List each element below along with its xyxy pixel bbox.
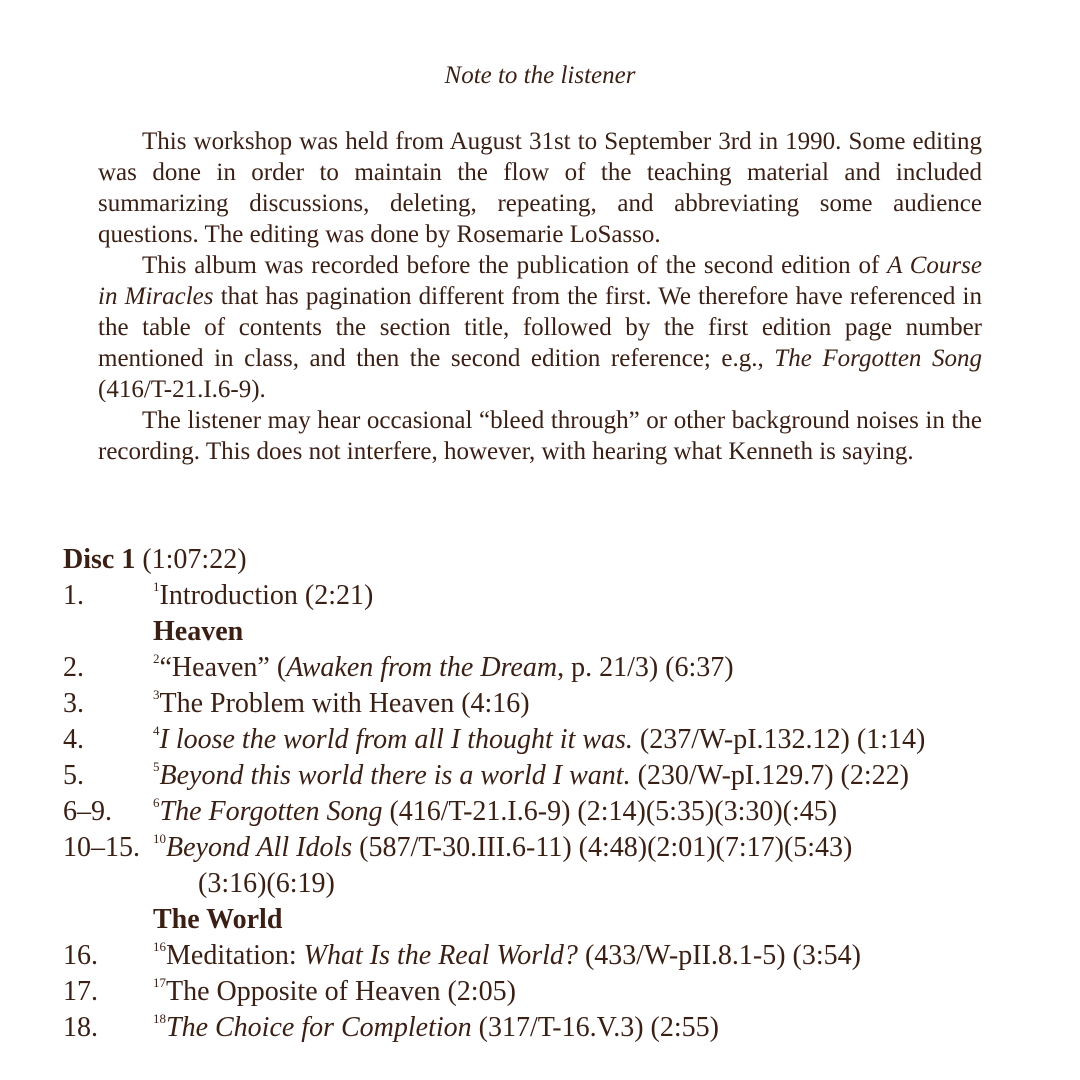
table-of-contents bbox=[63, 542, 1073, 1046]
track-title bbox=[153, 650, 734, 686]
note-paragraph-3: The listener may hear occasional “bleed through” or other background noises in the recording. This does not interfere, however, with hearing what Kenneth is saying. bbox=[98, 407, 982, 465]
track-text: Meditation: bbox=[166, 940, 304, 971]
note-title: Note to the listener bbox=[444, 62, 636, 89]
track-superscript: 3 bbox=[153, 687, 160, 702]
track-text: (416/T-21.I.6-9) (2:14)(5:35)(3:30)(:45) bbox=[382, 796, 838, 827]
track-text: (433/W-pII.8.1-5) (3:54) bbox=[577, 940, 861, 971]
track-italic: Awaken from the Dream bbox=[286, 652, 558, 683]
section-heading-heaven: Heaven bbox=[153, 616, 244, 647]
track-title bbox=[153, 794, 837, 830]
track-title bbox=[153, 578, 373, 614]
track-number: 5. bbox=[63, 760, 84, 791]
track-row bbox=[63, 974, 1073, 1010]
track-number: 16. bbox=[63, 940, 98, 971]
track-number: 6–9. bbox=[63, 796, 112, 827]
track-number: 4. bbox=[63, 724, 84, 755]
track-text: (587/T-30.III.6-11) (4:48)(2:01)(7:17)(5:43) bbox=[352, 832, 853, 863]
track-italic: The Forgotten Song bbox=[159, 796, 383, 827]
track-number: 1. bbox=[63, 580, 84, 611]
track-row bbox=[63, 578, 1073, 614]
track-superscript: 4 bbox=[153, 723, 160, 738]
note-paragraph-1: This workshop was held from August 31st to September 3rd in 1990. Some editing was done in order to maintain the flow of the teaching material and included summarizing discussions, deleting, repeating, and abbreviating some audience questions. The editing was done by Rosemarie LoSasso. bbox=[98, 128, 982, 248]
example-title: The Forgotten Song bbox=[774, 345, 982, 372]
track-number: 10–15. bbox=[63, 832, 140, 863]
note-p2-text: (416/T-21.I.6-9). bbox=[98, 376, 266, 403]
track-text: , p. 21/3) (6:37) bbox=[557, 652, 734, 683]
track-row bbox=[63, 686, 1073, 722]
track-text: The Opposite of Heaven (2:05) bbox=[166, 976, 516, 1007]
note-p2-text: This album was recorded before the publication of the second edition of bbox=[142, 252, 888, 279]
track-text: Introduction (2:21) bbox=[159, 580, 374, 611]
track-title bbox=[153, 974, 516, 1010]
track-text: (317/T-16.V.3) (2:55) bbox=[471, 1012, 719, 1043]
track-row bbox=[63, 938, 1073, 974]
track-title bbox=[153, 830, 852, 866]
track-title bbox=[153, 758, 909, 794]
track-continuation: (3:16)(6:19) bbox=[198, 868, 335, 899]
track-italic: The Choice for Completion bbox=[166, 1012, 472, 1043]
track-text: (237/W-pI.132.12) (1:14) bbox=[632, 724, 926, 755]
track-superscript: 6 bbox=[153, 795, 160, 810]
disc-heading bbox=[63, 542, 1073, 578]
track-row bbox=[63, 650, 1073, 686]
track-title bbox=[153, 722, 925, 758]
disc-duration: (1:07:22) bbox=[135, 544, 247, 575]
track-title bbox=[153, 686, 530, 722]
disc-label: Disc 1 bbox=[63, 544, 136, 575]
track-superscript: 2 bbox=[153, 651, 160, 666]
track-superscript: 1 bbox=[153, 579, 160, 594]
track-text: The Problem with Heaven (4:16) bbox=[159, 688, 530, 719]
track-number: 3. bbox=[63, 688, 84, 719]
track-row bbox=[63, 722, 1073, 758]
track-text: (230/W-pI.129.7) (2:22) bbox=[630, 760, 909, 791]
track-superscript: 16 bbox=[153, 939, 166, 954]
track-number: 18. bbox=[63, 1012, 98, 1043]
track-row bbox=[63, 794, 1073, 830]
track-title bbox=[153, 938, 861, 974]
note-body bbox=[98, 126, 982, 467]
track-superscript: 17 bbox=[153, 975, 166, 990]
track-row bbox=[63, 1010, 1073, 1046]
track-superscript: 5 bbox=[153, 759, 160, 774]
track-number: 2. bbox=[63, 652, 84, 683]
track-italic: I loose the world from all I thought it was. bbox=[159, 724, 633, 755]
track-row bbox=[63, 830, 1073, 866]
note-paragraph-2 bbox=[98, 250, 982, 405]
track-number: 17. bbox=[63, 976, 98, 1007]
book-title: A Course in Miracles bbox=[98, 252, 982, 310]
track-italic: What Is the Real World? bbox=[303, 940, 578, 971]
track-superscript: 10 bbox=[153, 831, 166, 846]
track-text: “Heaven” bbox=[159, 652, 270, 683]
track-italic: Beyond this world there is a world I want. bbox=[159, 760, 631, 791]
track-row bbox=[63, 758, 1073, 794]
section-heading-world: The World bbox=[153, 904, 283, 935]
track-text: ( bbox=[269, 652, 287, 683]
note-p2-text: that has pagination different from the first. We therefore have referenced in the table of contents the section title, followed by the first edition page number mentioned in class, and then the second edition reference; e.g., bbox=[98, 283, 982, 372]
track-superscript: 18 bbox=[153, 1011, 166, 1026]
track-italic: Beyond All Idols bbox=[166, 832, 353, 863]
track-title bbox=[153, 1010, 719, 1046]
